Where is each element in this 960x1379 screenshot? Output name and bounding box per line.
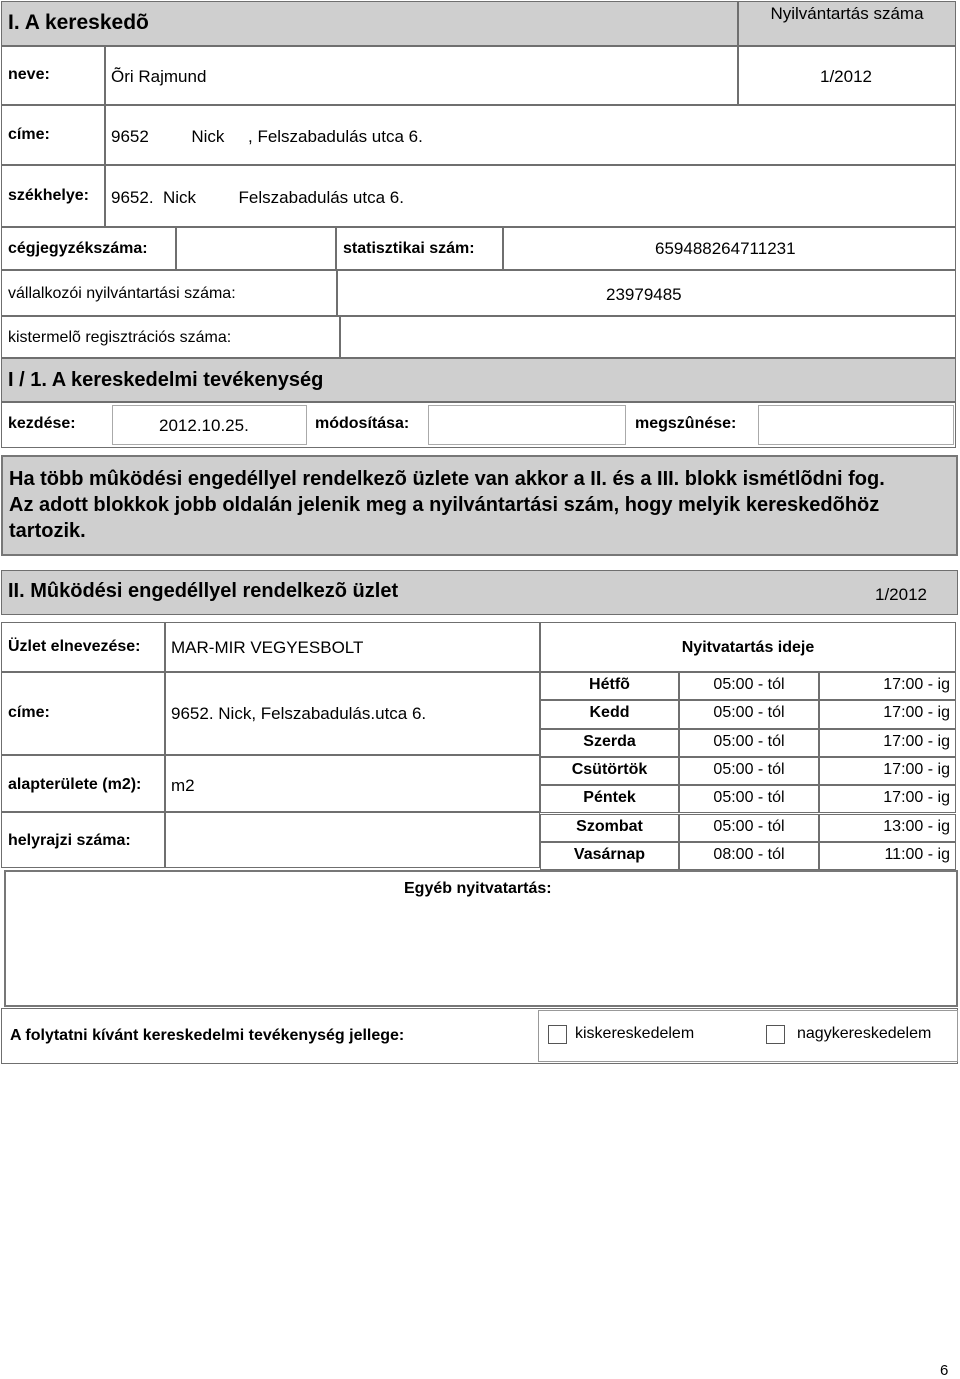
hours-header: Nyitvatartás ideje xyxy=(681,639,815,656)
parcel-field[interactable] xyxy=(165,812,540,868)
shop-name-label: Üzlet elnevezése: xyxy=(8,638,141,655)
name-value: Õri Rajmund xyxy=(111,67,207,86)
hours-day: Szombat xyxy=(576,817,643,835)
wholesale-label: nagykereskedelem xyxy=(797,1025,932,1042)
hours-day: Csütörtök xyxy=(571,760,648,778)
section1-title: I. A kereskedõ xyxy=(8,11,149,34)
hours-day: Szerda xyxy=(583,732,636,750)
hours-to: 17:00 - ig xyxy=(883,732,950,750)
page-number: 6 xyxy=(940,1362,949,1379)
hours-day: Hétfõ xyxy=(589,676,630,693)
hours-from: 05:00 - tól xyxy=(713,789,785,807)
end-field[interactable] xyxy=(758,405,954,445)
stat-label: statisztikai szám: xyxy=(343,240,475,257)
shop-address-value: 9652. Nick, Felszabadulás.utca 6. xyxy=(171,704,427,723)
parcel-label: helyrajzi száma: xyxy=(8,832,131,849)
producer-field[interactable] xyxy=(340,316,956,358)
hours-to: 17:00 - ig xyxy=(883,676,950,693)
start-label: kezdése: xyxy=(8,415,76,432)
reg-number-header: Nyilvántartás száma xyxy=(770,4,924,23)
retail-label: kiskereskedelem xyxy=(575,1025,695,1042)
seat-label: székhelye: xyxy=(8,187,89,204)
other-hours-label: Egyéb nyitvatartás: xyxy=(404,880,552,897)
producer-label: kistermelõ regisztrációs száma: xyxy=(8,329,232,346)
seat-value: 9652. Nick Felszabadulás utca 6. xyxy=(111,188,404,207)
activity-type-label: A folytatni kívánt kereskedelmi tevékenység jellege: xyxy=(10,1027,405,1044)
hours-to: 17:00 - ig xyxy=(883,760,950,778)
hours-from: 05:00 - tól xyxy=(713,760,785,778)
start-value: 2012.10.25. xyxy=(159,416,249,435)
area-field[interactable] xyxy=(165,755,540,812)
hours-from: 05:00 - tól xyxy=(713,676,785,693)
shop-address-label: címe: xyxy=(8,704,50,721)
section1-1-title: I / 1. A kereskedelmi tevékenység xyxy=(8,369,324,391)
company-reg-label: cégjegyzékszáma: xyxy=(8,240,148,257)
section2-reg-number: 1/2012 xyxy=(875,585,927,604)
hours-from: 05:00 - tól xyxy=(713,817,785,835)
hours-from: 05:00 - tól xyxy=(713,704,785,722)
hours-day: Vasárnap xyxy=(573,845,646,863)
area-value: m2 xyxy=(171,776,195,795)
hours-to: 17:00 - ig xyxy=(883,789,950,807)
entrepreneur-value: 23979485 xyxy=(606,285,682,304)
hours-day: Péntek xyxy=(583,789,636,807)
hours-to: 13:00 - ig xyxy=(883,817,950,835)
entrepreneur-label: vállalkozói nyilvántartási száma: xyxy=(8,285,236,302)
retail-checkbox[interactable] xyxy=(548,1025,567,1044)
wholesale-checkbox[interactable] xyxy=(766,1025,785,1044)
company-reg-field[interactable] xyxy=(176,227,336,270)
address-label: címe: xyxy=(8,126,50,143)
name-label: neve: xyxy=(8,66,50,83)
hours-from: 05:00 - tól xyxy=(713,732,785,750)
section2-title: II. Mûködési engedéllyel rendelkezõ üzlet xyxy=(8,580,399,602)
hours-from: 08:00 - tól xyxy=(713,845,785,863)
reg-number: 1/2012 xyxy=(820,67,872,86)
address-value: 9652 Nick , Felszabadulás utca 6. xyxy=(111,127,423,146)
stat-value: 659488264711231 xyxy=(655,239,796,258)
area-label: alapterülete (m2): xyxy=(8,776,142,793)
hours-to: 11:00 - ig xyxy=(884,845,950,863)
modify-field[interactable] xyxy=(428,405,626,445)
shop-name-value: MAR-MIR VEGYESBOLT xyxy=(171,638,364,657)
hours-day: Kedd xyxy=(589,704,630,722)
end-label: megszûnése: xyxy=(635,415,737,432)
modify-label: módosítása: xyxy=(315,415,410,432)
notice-text: Ha több mûködési engedéllyel rendelkezõ üzlete van akkor a II. és a III. blokk ismétlõdni fog. Az adott blokkok jobb oldalán jelenik meg a nyilvántartási szám, hogy melyik kereskedõhöz tartozik. xyxy=(9,468,885,542)
hours-to: 17:00 - ig xyxy=(883,704,950,722)
